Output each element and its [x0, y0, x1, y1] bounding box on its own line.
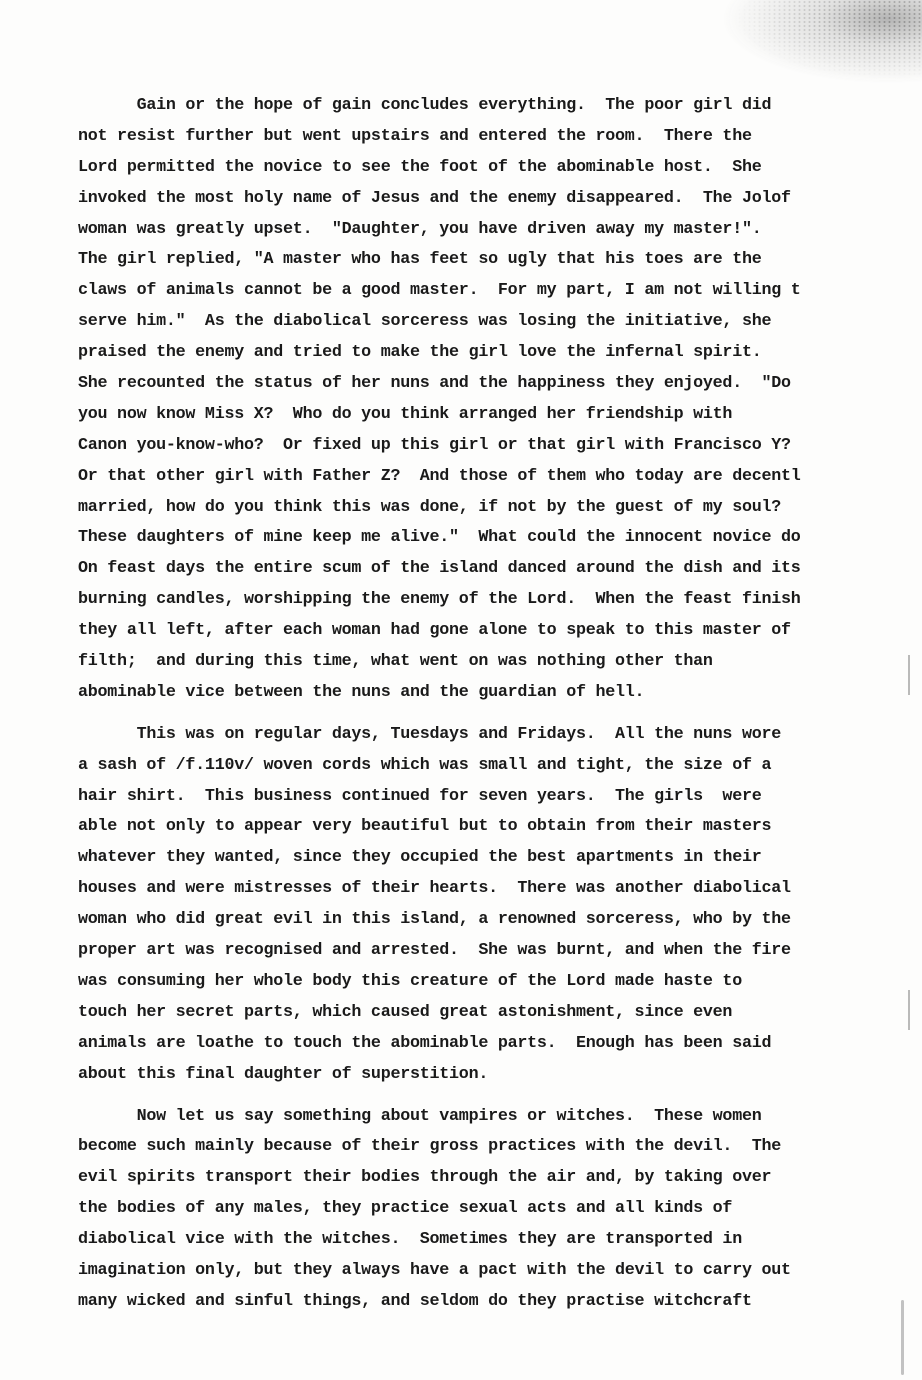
text-line: not resist further but went upstairs and entered the room. There the [78, 126, 752, 146]
text-line: On feast days the entire scum of the island danced around the dish and its [78, 559, 801, 579]
text-line: they all left, after each woman had gone alone to speak to this master of [78, 621, 791, 641]
text-line: She recounted the status of her nuns and the happiness they enjoyed. "Do [78, 374, 791, 394]
text-line: invoked the most holy name of Jesus and the enemy disappeared. The Jolof [78, 188, 791, 208]
text-line: Or that other girl with Father Z? And those of them who today are decentl [78, 466, 801, 486]
text-line: evil spirits transport their bodies through the air and, by taking over [78, 1168, 772, 1188]
text-line: many wicked and sinful things, and seldom do they practise witchcraft [78, 1291, 752, 1311]
text-line: The girl replied, "A master who has feet so ugly that his toes are the [78, 250, 762, 270]
scan-artifact [692, 0, 922, 95]
text-line: you now know Miss X? Who do you think arranged her friendship with [78, 404, 733, 424]
text-line: praised the enemy and tried to make the girl love the infernal spirit. [78, 343, 762, 363]
text-line: burning candles, worshipping the enemy of the Lord. When the feast finish [78, 590, 801, 610]
paragraph-3 [78, 1102, 858, 1318]
text-line: animals are loathe to touch the abominable parts. Enough has been said [78, 1033, 772, 1053]
text-line: a sash of /f.110v/ woven cords which was small and tight, the size of a [78, 755, 772, 775]
paragraph-2 [78, 720, 858, 1091]
paragraph-1 [78, 91, 858, 709]
text-line: houses and were mistresses of their hearts. There was another diabolical [78, 879, 791, 899]
text-line: This was on regular days, Tuesdays and Fridays. All the nuns wore [78, 724, 782, 744]
text-line: These daughters of mine keep me alive." What could the innocent novice do [78, 528, 801, 548]
text-line: married, how do you think this was done, if not by the guest of my soul? [78, 497, 782, 517]
text-line: become such mainly because of their gross practices with the devil. The [78, 1137, 782, 1157]
text-line: woman was greatly upset. "Daughter, you have driven away my master!". [78, 219, 762, 239]
text-line: touch her secret parts, which caused great astonishment, since even [78, 1002, 733, 1022]
text-line: about this final daughter of superstition. [78, 1064, 489, 1084]
text-line: abominable vice between the nuns and the guardian of hell. [78, 682, 645, 702]
text-line: woman who did great evil in this island, a renowned sorceress, who by the [78, 910, 791, 930]
text-line: Canon you-know-who? Or fixed up this girl or that girl with Francisco Y? [78, 435, 791, 455]
text-line: able not only to appear very beautiful but to obtain from their masters [78, 817, 772, 837]
text-line: was consuming her whole body this creature of the Lord made haste to [78, 971, 742, 991]
text-line: whatever they wanted, since they occupied the best apartments in their [78, 848, 762, 868]
scan-edge-mark [901, 1300, 904, 1375]
text-line: filth; and during this time, what went on was nothing other than [78, 652, 713, 672]
text-line: diabolical vice with the witches. Sometimes they are transported in [78, 1230, 742, 1250]
text-line: the bodies of any males, they practice sexual acts and all kinds of [78, 1199, 733, 1219]
scan-edge-mark [908, 990, 910, 1030]
text-line: Lord permitted the novice to see the foot of the abominable host. She [78, 157, 762, 177]
text-line: imagination only, but they always have a pact with the devil to carry out [78, 1260, 791, 1280]
text-line: Now let us say something about vampires or witches. These women [78, 1106, 762, 1126]
text-line: claws of animals cannot be a good master. For my part, I am not willing t [78, 281, 801, 301]
text-line: serve him." As the diabolical sorceress was losing the initiative, she [78, 312, 772, 332]
typewritten-text [78, 91, 858, 1318]
text-line: proper art was recognised and arrested. She was burnt, and when the fire [78, 941, 791, 961]
scan-edge-mark [908, 655, 910, 695]
text-line: hair shirt. This business continued for seven years. The girls were [78, 786, 762, 806]
text-line: Gain or the hope of gain concludes everything. The poor girl did [78, 96, 772, 115]
